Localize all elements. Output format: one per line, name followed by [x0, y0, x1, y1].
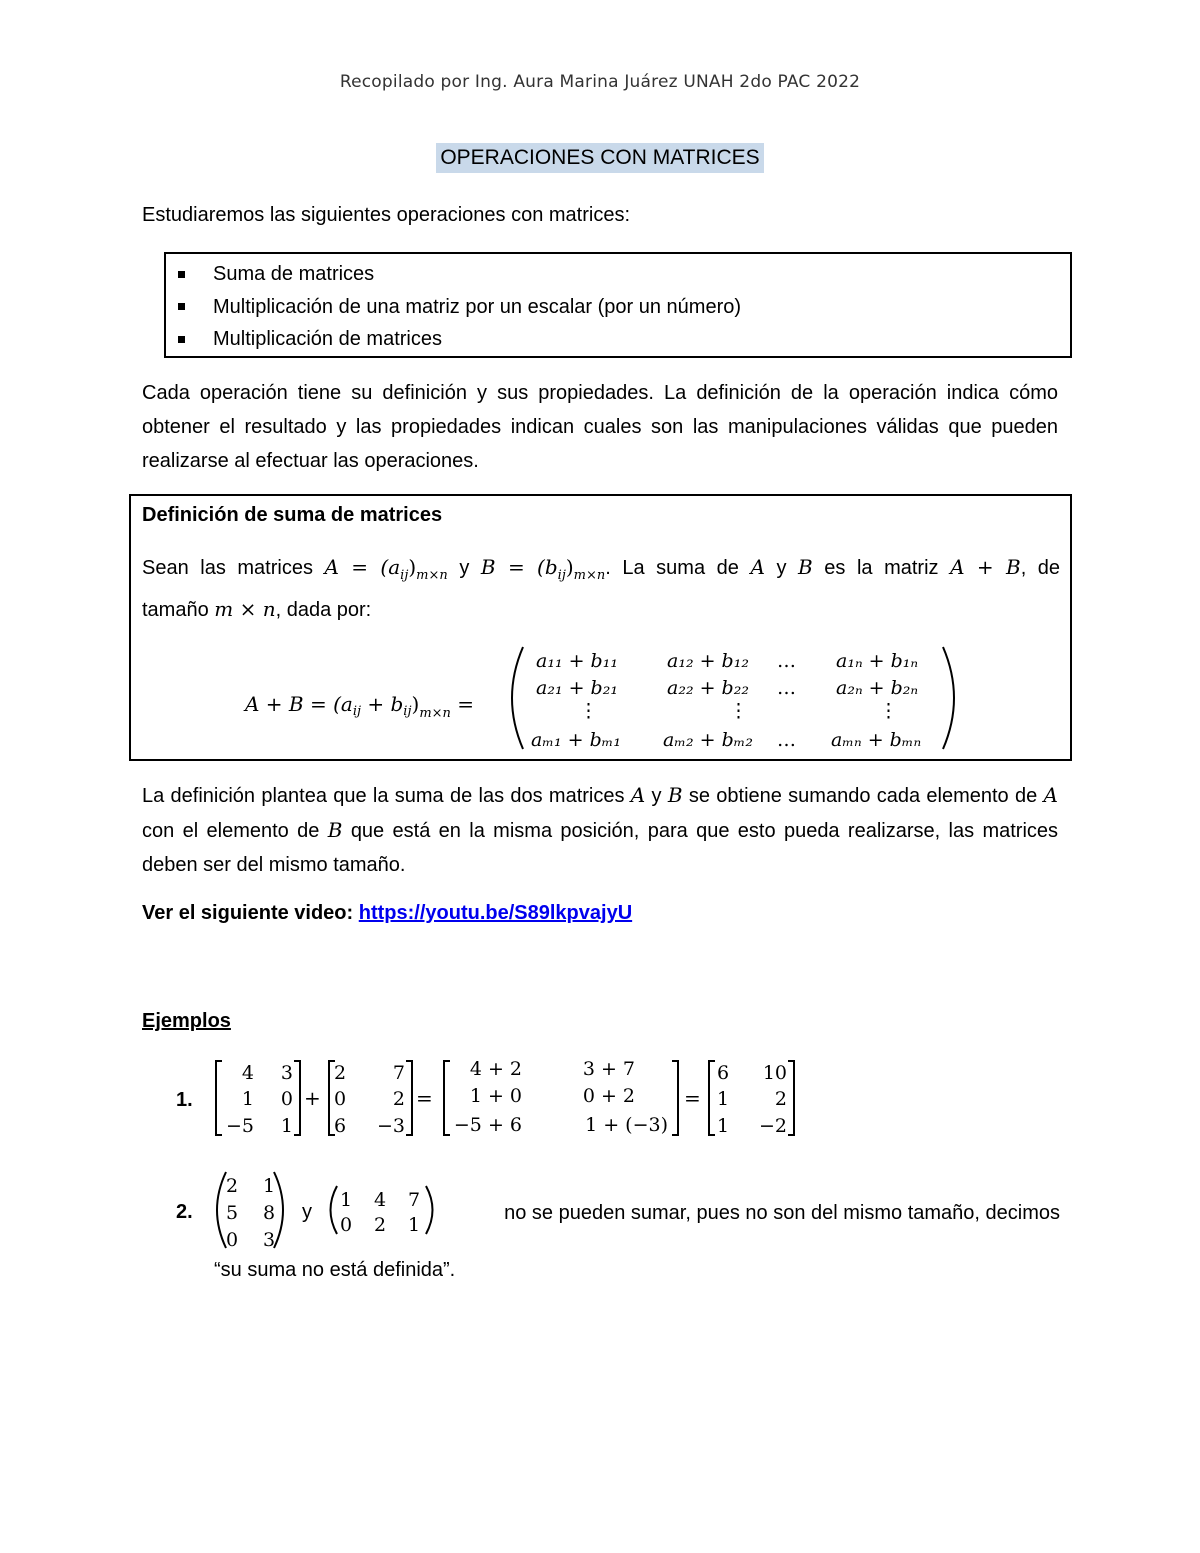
svg-text:4: 4: [374, 1189, 387, 1211]
video-line: [142, 896, 1058, 930]
svg-text:2: 2: [226, 1175, 239, 1197]
definition-text-line2: tamaño m × n, dada por:: [142, 597, 372, 621]
example-2-matrices: [160, 1168, 450, 1258]
svg-text:0: 0: [334, 1088, 347, 1110]
svg-text:2: 2: [374, 1214, 387, 1236]
explanation-paragraph: Cada operación tiene su definición y sus propiedades. La definición de la operación indica cómo obtener el resultado y las propiedades indican cuales son las manipulaciones válidas que pueden realizarse al efectuar las operaciones.: [142, 382, 1058, 472]
list-item: Multiplicación de matrices: [176, 323, 741, 356]
matrix-cell: …: [777, 677, 796, 699]
svg-text:1: 1: [263, 1175, 276, 1197]
matrix-cell: ⋮: [729, 700, 748, 722]
svg-text:3: 3: [263, 1229, 276, 1251]
definition-box: [129, 494, 1072, 761]
examples-heading: Ejemplos: [142, 1010, 231, 1032]
svg-text:1: 1: [340, 1189, 353, 1211]
matrix-cell: aₘ₂ + bₘ₂: [663, 729, 754, 751]
matrix-cell: aₘ₁ + bₘ₁: [531, 729, 622, 751]
definition-text-line1: Sean las matrices $A = (a_{ij})_{m\times n}$ y $B = (b_{ij})_{m\times n}$. La suma de A y B es la matriz A + B, de: [142, 555, 1061, 583]
svg-text:2: 2: [774, 1088, 787, 1110]
svg-text:4 + 2: 4 + 2: [469, 1058, 522, 1080]
matrix-cell: a₁₁ + b₁₁: [536, 650, 618, 672]
svg-text:5: 5: [226, 1202, 239, 1224]
svg-text:1: 1: [717, 1088, 730, 1110]
intro-text: Estudiaremos las siguientes operaciones con matrices:: [142, 204, 631, 226]
matrix-1: [226, 1062, 293, 1137]
svg-text:10: 10: [762, 1062, 787, 1084]
equals-sign: =: [684, 1086, 701, 1110]
svg-text:−2: −2: [758, 1115, 787, 1137]
svg-text:−5: −5: [225, 1115, 254, 1137]
svg-text:1: 1: [717, 1115, 730, 1137]
svg-text:7: 7: [408, 1189, 421, 1211]
matrix-2: [334, 1062, 405, 1137]
matrix-cell: ⋮: [879, 700, 898, 722]
svg-text:1: 1: [408, 1214, 421, 1236]
matrix-cell: a₁₂ + b₁₂: [667, 650, 749, 672]
svg-text:1: 1: [241, 1088, 254, 1110]
svg-text:−3: −3: [376, 1115, 405, 1137]
list-item: Multiplicación de una matriz por un escalar (por un número): [176, 291, 741, 324]
example-2-text: no se pueden sumar, pues no son del mismo tamaño, decimos: [504, 1202, 1060, 1224]
formula-lhs: $A + B = (a_{ij} + b_{ij})_{m\times n}$ =: [245, 692, 475, 721]
svg-text:1: 1: [280, 1115, 293, 1137]
svg-text:8: 8: [263, 1202, 276, 1224]
operations-list: [176, 258, 741, 356]
definition-matrix-cells: [531, 650, 921, 751]
svg-text:−5 + 6: −5 + 6: [453, 1114, 522, 1136]
y-word: y: [302, 1201, 312, 1223]
definition-explanation: La definición plantea que la suma de las dos matrices A y B se obtiene sumando cada elemento de A con el elemento de B que está en la misma posición, para que esto pueda realizarse, las matrices deben ser del mismo tamaño.: [142, 783, 1059, 876]
svg-text:0: 0: [280, 1088, 293, 1110]
page-title: OPERACIONES CON MATRICES: [436, 143, 763, 173]
example-2-conclusion: “su suma no está definida”.: [214, 1259, 456, 1281]
svg-text:0 + 2: 0 + 2: [582, 1085, 635, 1107]
svg-text:0: 0: [340, 1214, 353, 1236]
matrix-3: [454, 1058, 668, 1136]
matrix-cell: …: [777, 650, 796, 672]
video-label: Ver el siguiente video:: [142, 902, 354, 924]
example-number: 1.: [176, 1089, 193, 1111]
plus-sign: +: [304, 1086, 321, 1110]
right-paren: [943, 647, 954, 749]
matrix-cell: aₘₙ + bₘₙ: [831, 729, 922, 751]
svg-text:2: 2: [334, 1062, 347, 1084]
svg-text:3: 3: [280, 1062, 293, 1084]
matrix-cell: a₂ₙ + b₂ₙ: [836, 677, 919, 699]
square-bullet-icon: [178, 336, 185, 343]
definition-heading: Definición de suma de matrices: [142, 504, 443, 526]
example-1: [160, 1053, 860, 1143]
matrix-3x2: [226, 1175, 275, 1251]
sum-definition-formula: [131, 641, 1070, 756]
svg-text:0: 0: [226, 1229, 239, 1251]
matrix-cell: a₂₂ + b₂₂: [667, 677, 749, 699]
matrix-cell: a₂₁ + b₂₁: [536, 677, 618, 699]
matrix-cell: ⋮: [579, 700, 598, 722]
matrix-2x3: [340, 1189, 420, 1236]
list-item: Suma de matrices: [176, 258, 741, 291]
svg-text:3 + 7: 3 + 7: [582, 1058, 635, 1080]
square-bullet-icon: [178, 271, 185, 278]
operations-box: [164, 252, 1072, 358]
svg-text:1 + (−3): 1 + (−3): [585, 1114, 668, 1136]
left-paren: [512, 647, 523, 749]
example-number: 2.: [176, 1201, 193, 1223]
equals-sign: =: [416, 1086, 433, 1110]
svg-text:7: 7: [392, 1062, 405, 1084]
svg-text:4: 4: [241, 1062, 254, 1084]
svg-text:1 + 0: 1 + 0: [469, 1085, 522, 1107]
svg-text:2: 2: [392, 1088, 405, 1110]
svg-text:6: 6: [717, 1062, 730, 1084]
page-header: Recopilado por Ing. Aura Marina Juárez UNAH 2do PAC 2022: [339, 72, 861, 92]
matrix-cell: …: [777, 729, 796, 751]
svg-text:6: 6: [334, 1115, 347, 1137]
matrix-cell: a₁ₙ + b₁ₙ: [836, 650, 919, 672]
video-link[interactable]: https://youtu.be/S89lkpvajyU: [358, 902, 633, 924]
matrix-4: [717, 1062, 787, 1137]
square-bullet-icon: [178, 303, 185, 310]
